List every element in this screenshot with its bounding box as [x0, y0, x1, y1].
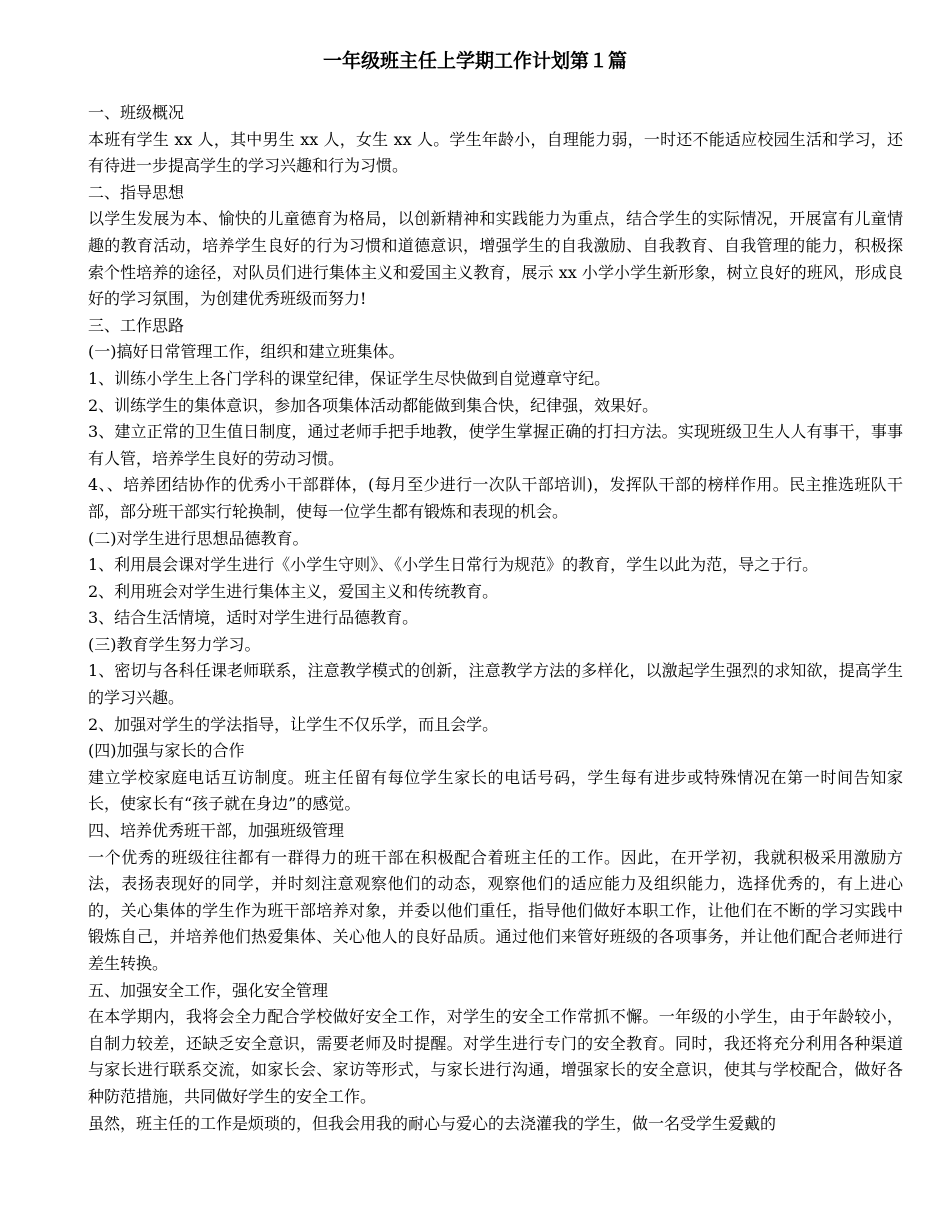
- document-title: 一年级班主任上学期工作计划第１篇: [322, 50, 627, 72]
- list-item: 4、、培养团结协作的优秀小干部群体，(每月至少进行一次队干部培训)，发挥队干部的榜样作用。民主推选班队干部，部分班干部实行轮换制，使每一位学生都有锻炼和表现的机会。: [88, 475, 903, 521]
- list-item: 1、利用晨会课对学生进行《小学生守则》、《小学生日常行为规范》的教育，学生以此为范，导之于行。: [88, 555, 819, 575]
- paragraph: 虽然，班主任的工作是烦琐的，但我会用我的耐心与爱心的去浇灌我的学生，做一名受学生爱戴的: [88, 1113, 777, 1133]
- section-heading-work-approach: 三、工作思路: [88, 315, 185, 335]
- section-heading-guiding-ideology: 二、指导思想: [88, 182, 185, 202]
- list-item: 2、加强对学生的学法指导，让学生不仅乐学，而且会学。: [88, 714, 499, 734]
- subsection-heading: (四)加强与家长的合作: [88, 741, 245, 761]
- paragraph: 以学生发展为本、愉快的儿童德育为格局，以创新精神和实践能力为重点，结合学生的实际情况，开展富有儿童情趣的教育活动，培养学生良好的行为习惯和道德意识，增强学生的自我激励、自我教育、自我管理的能力，积极探索个性培养的途径，对队员们进行集体主义和爱国主义教育，展示 xx 小学小学生新形象，树立良好的班风，形成良好的学习氛围，为创建优秀班级而努力!: [88, 209, 903, 309]
- paragraph: 本班有学生 xx 人，其中男生 xx 人，女生 xx 人。学生年龄小，自理能力弱，一时还不能适应校园生活和学习，还有待进一步提高学生的学习兴趣和行为习惯。: [88, 129, 903, 176]
- list-item: 1、训练小学生上各门学科的课堂纪律，保证学生尽快做到自觉遵章守纪。: [88, 368, 611, 388]
- list-item: 3、建立正常的卫生值日制度，通过老师手把手地教，使学生掌握正确的打扫方法。实现班级卫生人人有事干，事事有人管，培养学生良好的劳动习惯。: [88, 422, 903, 468]
- paragraph: 建立学校家庭电话互访制度。班主任留有每位学生家长的电话号码，学生每有进步或特殊情况在第一时间告知家长，使家长有“孩子就在身边”的感觉。: [88, 767, 903, 814]
- subsection-heading: (二)对学生进行思想品德教育。: [88, 528, 309, 548]
- list-item: 2、利用班会对学生进行集体主义，爱国主义和传统教育。: [88, 581, 499, 601]
- section-heading-class-overview: 一、班级概况: [88, 103, 185, 122]
- section-heading-class-cadres: 四、培养优秀班干部，加强班级管理: [88, 821, 345, 841]
- section-heading-safety: 五、加强安全工作，强化安全管理: [88, 980, 329, 1000]
- subsection-heading: (一)搞好日常管理工作，组织和建立班集体。: [88, 342, 405, 362]
- subsection-heading: (三)教育学生努力学习。: [88, 634, 261, 654]
- list-item: 1、密切与各科任课老师联系，注意教学模式的创新，注意教学方法的多样化，以激起学生强烈的求知欲，提高学生的学习兴趣。: [88, 661, 903, 708]
- list-item: 2、训练学生的集体意识，参加各项集体活动都能做到集合快，纪律强，效果好。: [88, 395, 659, 415]
- paragraph: 在本学期内，我将会全力配合学校做好安全工作，对学生的安全工作常抓不懈。一年级的小学生，由于年龄较小，自制力较差，还缺乏安全意识，需要老师及时提醒。对学生进行专门的安全教育。同时，我还将充分利用各种渠道与家长进行联系交流，如家长会、家访等形式，与家长进行沟通，增强家长的安全意识，使其与学校配合，做好各种防范措施，共同做好学生的安全工作。: [88, 1007, 903, 1106]
- document-body: [88, 100, 903, 1137]
- list-item: 3、结合生活情境，适时对学生进行品德教育。: [88, 608, 419, 628]
- paragraph: 一个优秀的班级往往都有一群得力的班干部在积极配合着班主任的工作。因此，在开学初，我就积极采用激励方法，表扬表现好的同学，并时刻注意观察他们的动态，观察他们的适应能力及组织能力，选择优秀的，有上进心的，关心集体的学生作为班干部培养对象，并委以他们重任，指导他们做好本职工作，让他们在不断的学习实践中锻炼自己，并培养他们热爱集体、关心他人的良好品质。通过他们来管好班级的各项事务，并让他们配合老师进行差生转换。: [88, 847, 903, 973]
